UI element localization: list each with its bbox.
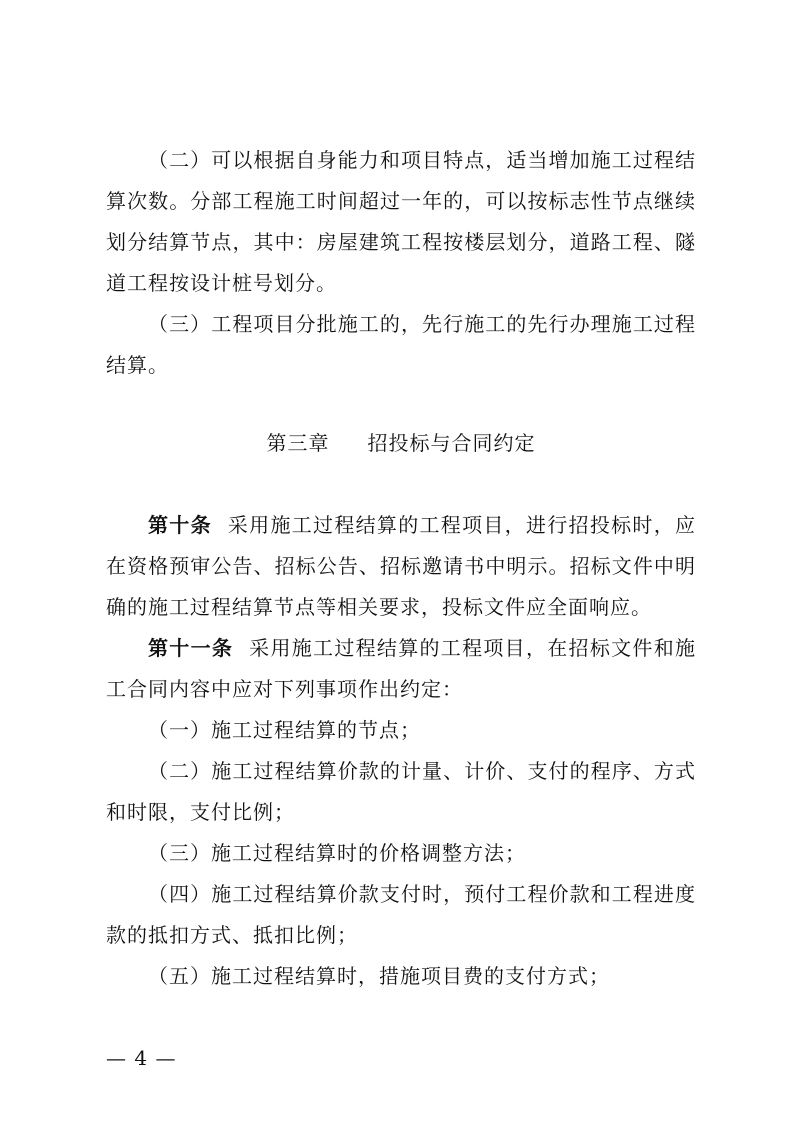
page-number: — 4 — xyxy=(106,1046,177,1070)
article-10 xyxy=(106,505,696,628)
section-two xyxy=(106,505,696,997)
chapter-number: 第三章 xyxy=(266,431,330,455)
section-one xyxy=(106,140,696,386)
list-item: （一）施工过程结算的节点； xyxy=(148,718,421,742)
article-11-text: 采用施工过程结算的工程项目，在招标文件和施工合同内容中应对下列事项作出约定： xyxy=(106,636,697,701)
list-item: （五）施工过程结算时，措施项目费的支付方式； xyxy=(148,964,610,988)
article-11-label: 第十一条 xyxy=(148,636,234,660)
chapter-heading xyxy=(106,423,696,464)
article-10-label: 第十条 xyxy=(148,513,212,537)
list-item: （三）施工过程结算时的价格调整方法； xyxy=(148,841,526,865)
paragraph-item-3: （三）工程项目分批施工的，先行施工的先行办理施工过程结算。 xyxy=(106,312,696,377)
list-item: （四）施工过程结算价款支付时，预付工程价款和工程进度款的抵扣方式、抵扣比例； xyxy=(106,882,696,947)
article-11 xyxy=(106,628,696,710)
article-10-text: 采用施工过程结算的工程项目，进行招投标时，应在资格预审公告、招标公告、招标邀请书中明示。招标文件中明确的施工过程结算节点等相关要求，投标文件应全面响应。 xyxy=(106,513,696,619)
paragraph-item-2: （二）可以根据自身能力和项目特点，适当增加施工过程结算次数。分部工程施工时间超过一年的，可以按标志性节点继续划分结算节点，其中：房屋建筑工程按楼层划分，道路工程、隧道工程按设计桩号划分。 xyxy=(106,148,696,295)
chapter-title: 招投标与合同约定 xyxy=(367,431,536,455)
list-item: （二）施工过程结算价款的计量、计价、支付的程序、方式和时限，支付比例； xyxy=(106,759,696,824)
